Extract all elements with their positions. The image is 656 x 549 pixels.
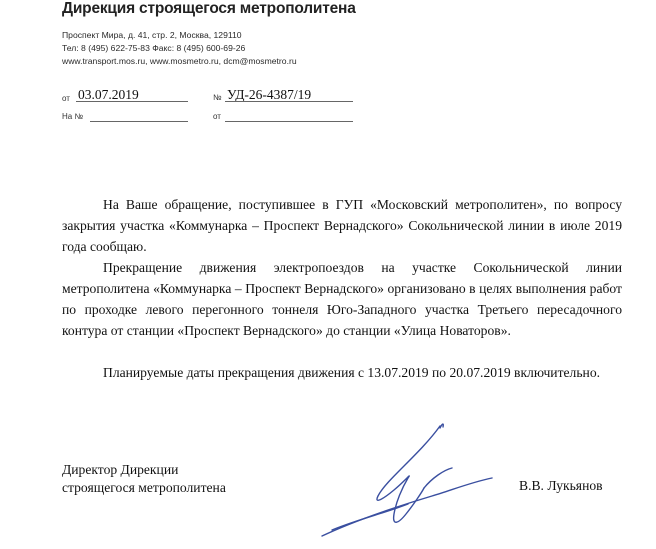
number-label: № <box>213 93 222 102</box>
handwritten-signature <box>312 418 502 543</box>
letterhead-phones: Тел: 8 (495) 622-75-83 Факс: 8 (495) 600-69-26 <box>62 43 246 53</box>
reply-date-underline <box>225 121 353 122</box>
date-underline <box>76 101 188 102</box>
body-paragraph: Прекращение движения электропоездов на участке Сокольнической линии метрополитена «Коммунарка – Проспект Вернадского» организовано в целях выполнения работ по проходке левого перегонного тоннеля Юго-Западного участка Третьего пересадочного контура от станции «Проспект Вернадского» до станции «Улица Новаторов». <box>62 260 622 338</box>
letter-number: УД-26-4387/19 <box>227 87 312 102</box>
signature-stroke <box>377 426 440 522</box>
organization-name: Дирекция строящегося метрополитена <box>62 0 356 17</box>
signer-name: В.В. Лукьянов <box>519 478 603 493</box>
letterhead-address: Проспект Мира, д. 41, стр. 2, Москва, 129110 <box>62 30 242 40</box>
body-paragraph: На Ваше обращение, поступившее в ГУП «Московский метрополитен», по вопросу закрытия участка «Коммунарка – Проспект Вернадского» Сокольнической линии в июле 2019 года сообщаю. <box>62 197 622 254</box>
number-underline <box>225 101 353 102</box>
reply-date-label: от <box>213 112 221 121</box>
signature-stroke <box>332 504 408 530</box>
reply-number-underline <box>90 121 188 122</box>
signature-stroke <box>424 468 452 488</box>
signer-title-line2: строящегося метрополитена <box>62 480 226 495</box>
letter-date: 03.07.2019 <box>78 87 139 102</box>
signature-stroke <box>322 478 492 536</box>
signer-title-line1: Директор Дирекции <box>62 462 179 477</box>
letterhead-web: www.transport.mos.ru, www.mosmetro.ru, dcm@mosmetro.ru <box>62 56 297 66</box>
body-paragraph: Планируемые даты прекращения движения с 13.07.2019 по 20.07.2019 включительно. <box>103 365 601 380</box>
signature-stroke <box>440 424 443 428</box>
date-label: от <box>62 94 70 103</box>
reply-number-label: На № <box>62 112 84 121</box>
